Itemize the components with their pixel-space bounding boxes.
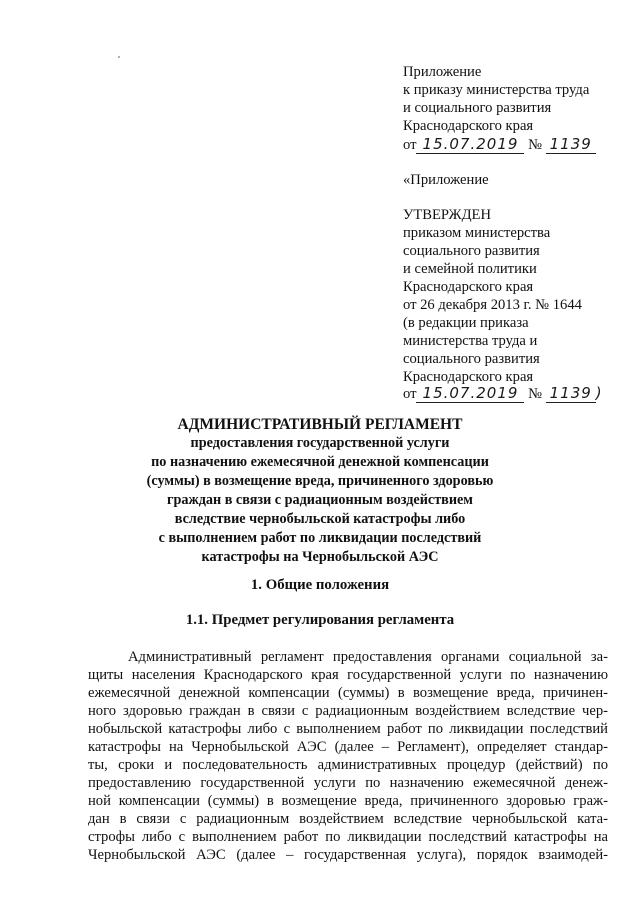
handwritten-number: 1139 — [546, 135, 596, 154]
scan-speck — [118, 56, 120, 58]
body-line: ты, сроки и последовательность административных процедур (действий) по — [88, 757, 608, 773]
body-line: строфы либо с выполнением работ по ликвидации последствий катастрофы на — [88, 829, 608, 845]
approved-line: приказом министерства — [403, 225, 551, 241]
handwritten-date: 15.07.2019 — [416, 384, 524, 403]
approved-line: Краснодарского края — [403, 369, 534, 385]
body-line: щиты населения Краснодарского края государственной услуги по назначению — [88, 667, 608, 683]
from-label: от — [403, 137, 417, 153]
number-label: № — [528, 386, 543, 402]
handwritten-date: 15.07.2019 — [416, 135, 524, 154]
approved-line: Краснодарского края — [403, 279, 534, 295]
title-line: по назначению ежемесячной денежной компенсации — [151, 454, 489, 470]
approved-line: социального развития — [403, 243, 540, 259]
second-order-line — [403, 384, 603, 403]
approved-line: министерства труда и — [403, 333, 538, 349]
document-title: АДМИНИСТРАТИВНЫЙ РЕГЛАМЕНТ — [177, 416, 463, 433]
closing-paren: ) — [595, 384, 603, 402]
approved-label: УТВЕРЖДЕН — [403, 207, 491, 223]
approved-line: социального развития — [403, 351, 540, 367]
approved-line: от 26 декабря 2013 г. № 1644 — [403, 297, 582, 313]
body-line: Чернобыльской АЭС (далее – государственная услуга), порядок взаимодей- — [88, 847, 608, 863]
approved-line: и семейной политики — [403, 261, 537, 277]
title-line: катастрофы на Чернобыльской АЭС — [201, 549, 439, 565]
from-label: от — [403, 386, 417, 402]
title-line: предоставления государственной услуги — [190, 435, 450, 451]
handwritten-number: 1139 — [546, 384, 596, 403]
body-line: дан в связи с радиационным воздействием вследствие чернобыльской ката- — [88, 811, 608, 827]
attachment-line-2: к приказу министерства труда — [403, 82, 590, 98]
title-line: с выполнением работ по ликвидации последствий — [158, 530, 482, 546]
body-line: ной компенсации (суммы) в возмещение вреда, причиненного здоровью граж- — [88, 793, 608, 809]
title-line: граждан в связи с радиационным воздействием — [167, 492, 473, 508]
body-line: Административный регламент предоставления органами социальной за- — [128, 649, 608, 665]
body-line: ежемесячной денежной компенсации (суммы) в возмещение вреда, причинен- — [88, 685, 608, 701]
body-line: ного здоровью граждан в связи с радиационным воздействием вследствие чер- — [88, 703, 608, 719]
body-line: предоставлению государственной услуги по назначению ежемесячной денеж- — [88, 775, 608, 791]
attachment-line-3: и социального развития — [403, 100, 552, 116]
subsection-heading: 1.1. Предмет регулирования регламента — [185, 612, 455, 628]
number-label: № — [528, 137, 543, 153]
attachment-line-1: Приложение — [403, 64, 482, 80]
second-attachment-label: «Приложение — [403, 172, 489, 188]
title-line: (суммы) в возмещение вреда, причиненного здоровью — [146, 473, 494, 489]
body-line: нобыльской катастрофы либо с выполнением работ по ликвидации последствий — [88, 721, 608, 737]
attachment-line-4: Краснодарского края — [403, 118, 534, 134]
title-line: вследствие чернобыльской катастрофы либо — [174, 511, 466, 527]
section-heading: 1. Общие положения — [250, 577, 390, 593]
body-line: катастрофы на Чернобыльской АЭС (далее – Регламент), определяет стандар- — [88, 739, 608, 755]
approved-line: (в редакции приказа — [403, 315, 529, 331]
attachment-order-line — [403, 135, 596, 154]
